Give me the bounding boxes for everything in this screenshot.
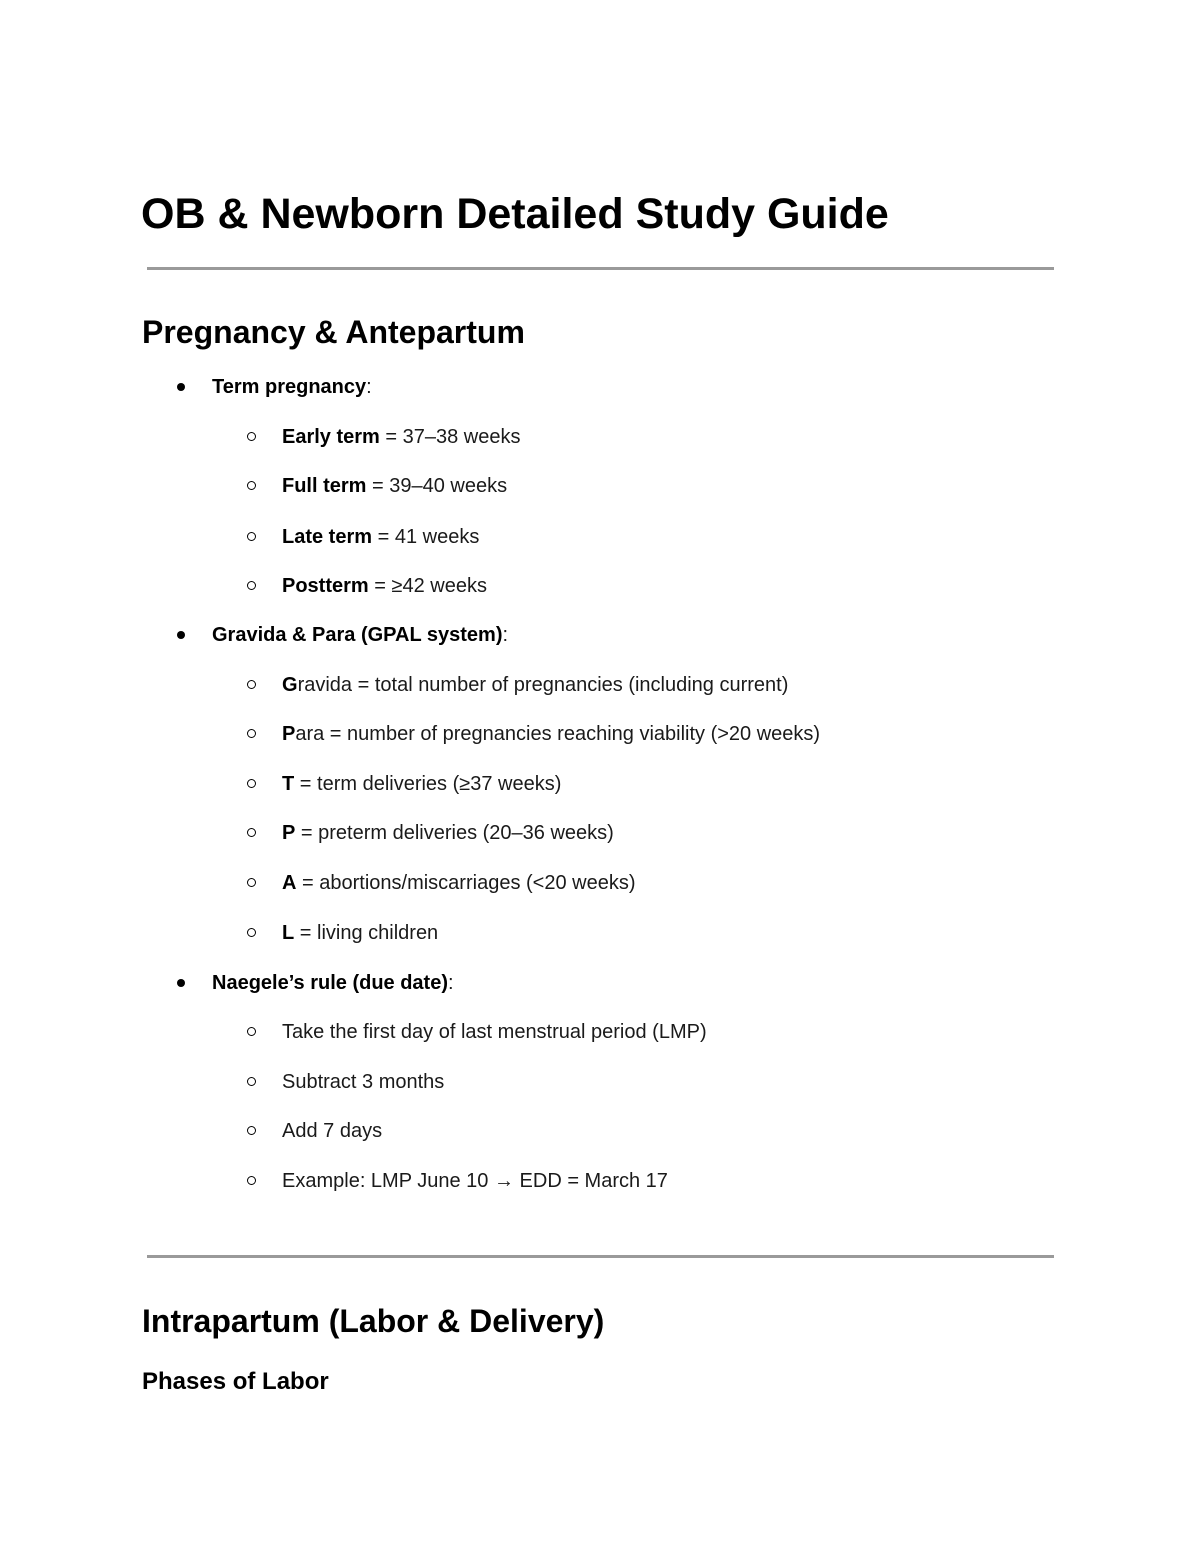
circle-bullet-icon [247, 680, 256, 689]
horizontal-divider [147, 1255, 1054, 1258]
list-item-term-pregnancy [212, 374, 372, 400]
sublist-item [282, 920, 438, 946]
sublist-item [282, 1168, 668, 1194]
item-text: Add 7 days [282, 1120, 383, 1142]
item-text: : [502, 624, 509, 646]
sublist-item [282, 524, 479, 550]
circle-bullet-icon [247, 1126, 256, 1135]
circle-bullet-icon [247, 532, 256, 541]
circle-bullet-icon [247, 1077, 256, 1086]
circle-bullet-icon [247, 581, 256, 590]
document-title: OB & Newborn Detailed Study Guide [141, 190, 889, 238]
circle-bullet-icon [247, 928, 256, 937]
item-label: Full term [282, 475, 367, 497]
item-label: Late term [282, 526, 373, 548]
item-label: A [282, 872, 297, 894]
circle-bullet-icon [247, 1027, 256, 1036]
circle-bullet-icon [247, 481, 256, 490]
item-label: G [282, 674, 298, 696]
item-label: Gravida & Para (GPAL system) [212, 624, 503, 646]
item-text: = living children [294, 922, 439, 944]
circle-bullet-icon [247, 878, 256, 887]
sublist-item [282, 672, 788, 698]
item-text: = preterm deliveries (20–36 weeks) [295, 822, 614, 844]
sublist-item [282, 820, 614, 846]
item-text: = 39–40 weeks [366, 475, 508, 497]
sublist-item [282, 1069, 444, 1095]
sublist-item [282, 1019, 707, 1045]
item-label: Term pregnancy [212, 376, 367, 398]
item-text: Subtract 3 months [282, 1071, 445, 1093]
item-text: Take the first day of last menstrual period (LMP) [282, 1021, 707, 1043]
item-label: L [282, 922, 295, 944]
section-heading-intrapartum: Intrapartum (Labor & Delivery) [142, 1303, 605, 1339]
bullet-icon [177, 979, 185, 987]
circle-bullet-icon [247, 779, 256, 788]
sublist-item [282, 771, 561, 797]
item-text: = abortions/miscarriages (<20 weeks) [296, 872, 636, 894]
item-text: ravida = total number of pregnancies (including current) [297, 674, 789, 696]
section-heading-pregnancy: Pregnancy & Antepartum [142, 314, 525, 350]
sublist-item [282, 473, 507, 499]
item-text: = 41 weeks [372, 526, 480, 548]
bullet-icon [177, 631, 185, 639]
sublist-item [282, 1118, 382, 1144]
horizontal-divider [147, 267, 1054, 270]
item-text: ara = number of pregnancies reaching viability (>20 weeks) [295, 723, 821, 745]
item-text: : [366, 376, 372, 398]
circle-bullet-icon [247, 828, 256, 837]
item-label: P [282, 723, 296, 745]
bullet-icon [177, 383, 185, 391]
item-text: Example: LMP June 10 → EDD = March 17 [282, 1170, 668, 1192]
list-item-gravida-para [212, 622, 508, 648]
sublist-item [282, 870, 636, 896]
sublist-item [282, 424, 521, 450]
item-label: Postterm [282, 575, 369, 597]
item-label: P [282, 822, 296, 844]
sublist-item [282, 573, 487, 599]
item-text: = 37–38 weeks [379, 426, 521, 448]
list-item-naegeles-rule [212, 970, 454, 996]
item-text: : [448, 972, 454, 994]
item-text: = term deliveries (≥37 weeks) [294, 773, 562, 795]
sublist-item [282, 721, 820, 747]
item-label: Early term [282, 426, 380, 448]
item-text: = ≥42 weeks [368, 575, 487, 597]
circle-bullet-icon [247, 432, 256, 441]
item-label: Naegele’s rule (due date) [212, 972, 448, 994]
item-label: T [282, 773, 295, 795]
subheading-phases-of-labor: Phases of Labor [142, 1368, 329, 1395]
circle-bullet-icon [247, 729, 256, 738]
circle-bullet-icon [247, 1176, 256, 1185]
